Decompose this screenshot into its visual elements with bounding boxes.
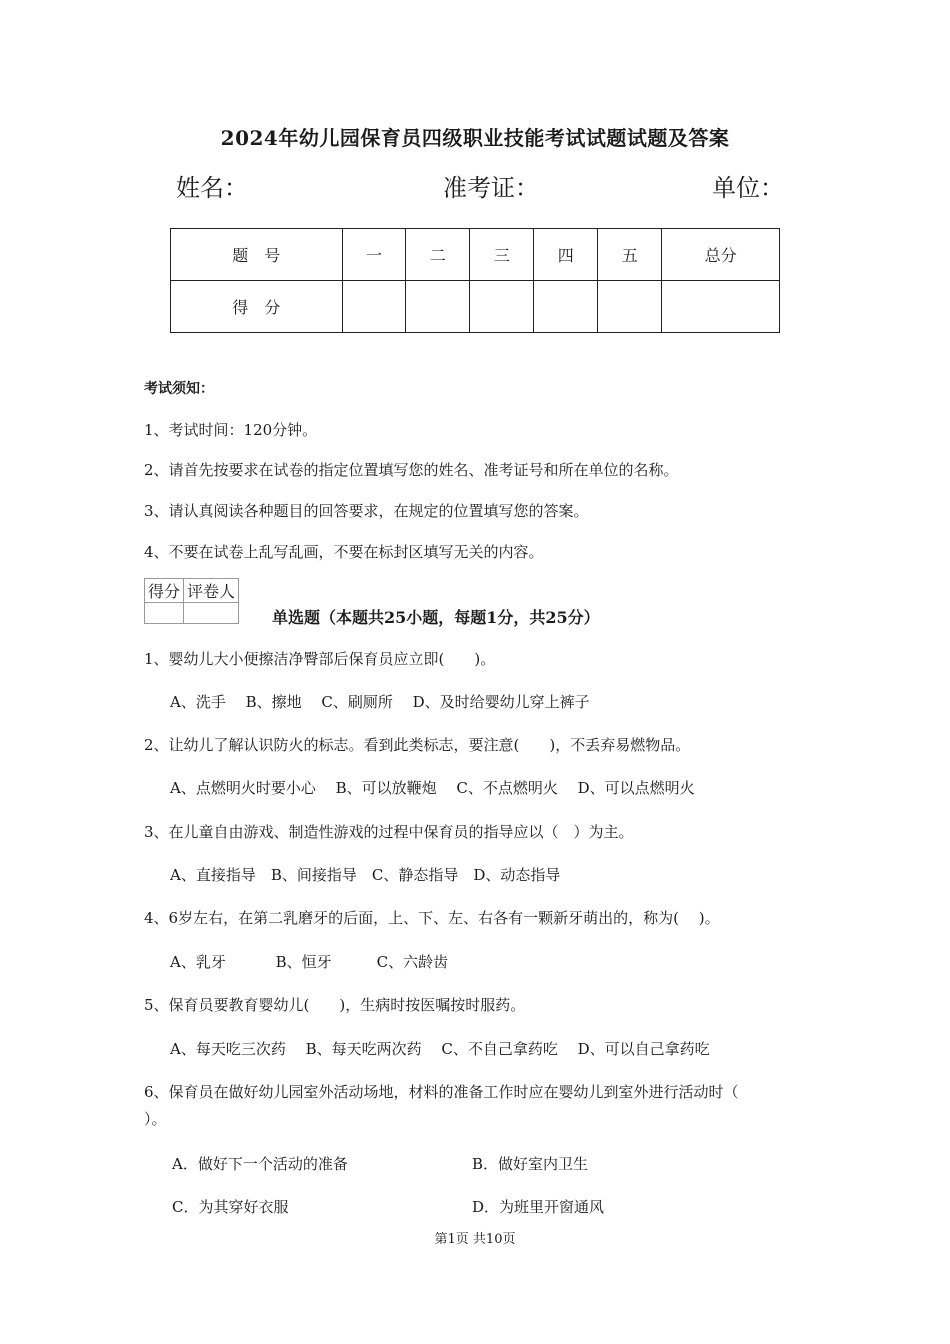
header-cell: 四 [534,229,598,281]
question-option: C．为其穿好衣服 [172,1198,289,1216]
question-options: A、点燃明火时要小心 B、可以放鞭炮 C、不点燃明火 D、可以点燃明火 [170,779,695,797]
grader-score-cell [145,603,184,624]
header-cell: 二 [406,229,470,281]
unit-label: 单位： [712,174,784,202]
header-cell: 一 [342,229,406,281]
notice-item: 4、不要在试卷上乱写乱画，不要在标封区填写无关的内容。 [144,543,544,561]
grader-box [144,578,239,624]
question-options: A、每天吃三次药 B、每天吃两次药 C、不自己拿药吃 D、可以自己拿药吃 [170,1040,710,1058]
score-cell [598,281,662,333]
question-text: 5、保育员要教育婴幼儿( )，生病时按医嘱按时服药。 [144,996,526,1014]
notice-item: 1、考试时间：120分钟。 [144,421,318,439]
score-cell [534,281,598,333]
question-option: A．做好下一个活动的准备 [172,1155,348,1173]
ticket-label: 准考证： [443,174,539,202]
question-text: 3、在儿童自由游戏、制造性游戏的过程中保育员的指导应以（ ）为主。 [144,823,634,841]
section-title: 单选题（本题共25小题，每题1分，共25分） [272,608,600,627]
name-label: 姓名： [176,174,248,202]
question-options: A、直接指导 B、间接指导 C、静态指导 D、动态指导 [170,866,561,884]
notice-item: 2、请首先按要求在试卷的指定位置填写您的姓名、准考证号和所在单位的名称。 [144,461,679,479]
score-row-label: 得 分 [171,281,343,333]
document-title: 2024年幼儿园保育员四级职业技能考试试题试题及答案 [220,126,730,150]
question-text-cont: ）。 [144,1110,167,1128]
notice-item: 3、请认真阅读各种题目的回答要求，在规定的位置填写您的答案。 [144,502,589,520]
question-option: D．为班里开窗通风 [472,1198,605,1216]
score-cell [662,281,780,333]
header-cell: 题 号 [171,229,343,281]
page-footer: 第1页 共10页 [434,1232,516,1247]
score-header-row [171,229,780,281]
grader-name-label: 评卷人 [184,579,239,603]
question-options: A、乳牙 B、恒牙 C、六龄齿 [170,953,449,971]
question-text: 6、保育员在做好幼儿园室外活动场地，材料的准备工作时应在婴幼儿到室外进行活动时（ [144,1083,739,1101]
score-cell [342,281,406,333]
question-text: 2、让幼儿了解认识防火的标志。看到此类标志，要注意( )，不丢弃易燃物品。 [144,736,691,754]
notice-heading: 考试须知： [144,381,214,397]
grader-score-label: 得分 [145,579,184,603]
question-option: B．做好室内卫生 [472,1155,589,1173]
question-text: 4、6岁左右，在第二乳磨牙的后面，上、下、左、右各有一颗新牙萌出的，称为( )。 [144,909,720,927]
header-cell: 三 [470,229,534,281]
score-row [171,281,780,333]
score-table [170,228,780,333]
question-text: 1、婴幼儿大小便擦洁净臀部后保育员应立即( )。 [144,650,496,668]
header-cell: 总分 [662,229,780,281]
question-options: A、洗手 B、擦地 C、刷厕所 D、及时给婴幼儿穿上裤子 [170,693,590,711]
header-cell: 五 [598,229,662,281]
score-cell [406,281,470,333]
score-cell [470,281,534,333]
grader-name-cell [184,603,239,624]
